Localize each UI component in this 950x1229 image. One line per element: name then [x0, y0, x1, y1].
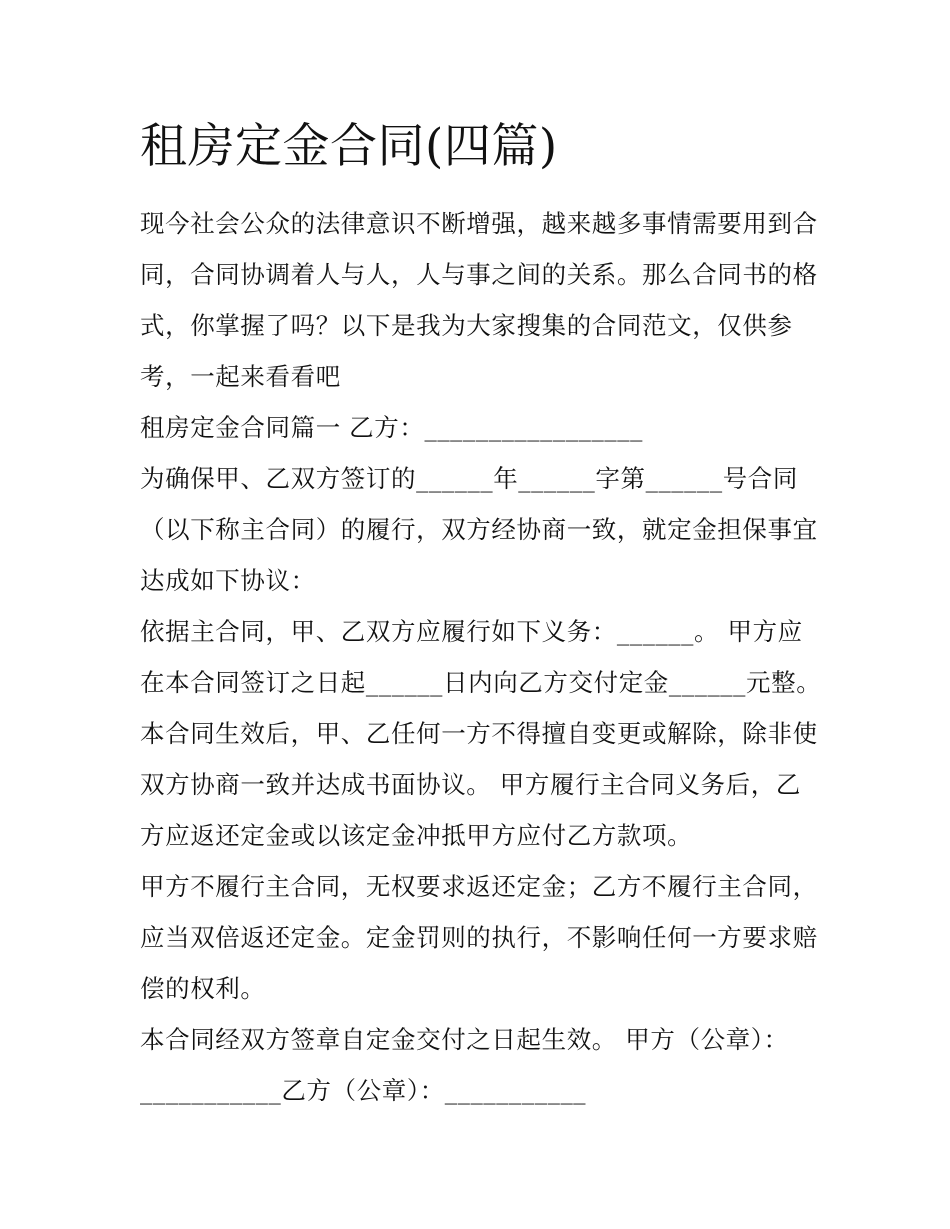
body-line: （以下称主合同）的履行，双方经协商一致，就定金担保事宜 — [140, 515, 818, 544]
document-body — [140, 198, 820, 1116]
body-line: 本合同生效后，甲、乙任何一方不得擅自变更或解除，除非使 — [140, 719, 818, 748]
body-line: 在本合同签订之日起______日内向乙方交付定金______元整。 — [140, 668, 822, 697]
body-line: 偿的权利。 — [140, 974, 266, 1003]
body-line: 达成如下协议： — [140, 566, 316, 595]
body-line: 式，你掌握了吗？以下是我为大家搜集的合同范文，仅供参 — [140, 311, 793, 340]
body-line: 考，一起来看看吧 — [140, 362, 341, 391]
body-line: 为确保甲、乙双方签订的______年______字第______号合同 — [140, 464, 798, 493]
body-line: 双方协商一致并达成书面协议。 甲方履行主合同义务后，乙 — [140, 770, 801, 799]
body-line: 现今社会公众的法律意识不断增强，越来越多事情需要用到合 — [140, 209, 818, 238]
body-line: 方应返还定金或以该定金冲抵甲方应付乙方款项。 — [140, 821, 693, 850]
body-line: 甲方不履行主合同，无权要求返还定金；乙方不履行主合同， — [140, 872, 818, 901]
signature-line: ___________乙方（公章）：___________ — [140, 1076, 587, 1105]
document-title: 租房定金合同(四篇) — [140, 119, 558, 174]
body-line: 依据主合同，甲、乙双方应履行如下义务：______。 甲方应 — [140, 617, 803, 646]
body-line: 本合同经双方签章自定金交付之日起生效。 甲方（公章）： — [140, 1025, 789, 1054]
section-heading-line: 租房定金合同篇一 乙方：_________________ — [140, 413, 643, 442]
body-line: 应当双倍返还定金。定金罚则的执行，不影响任何一方要求赔 — [140, 923, 818, 952]
body-line: 同，合同协调着人与人，人与事之间的关系。那么合同书的格 — [140, 260, 818, 289]
